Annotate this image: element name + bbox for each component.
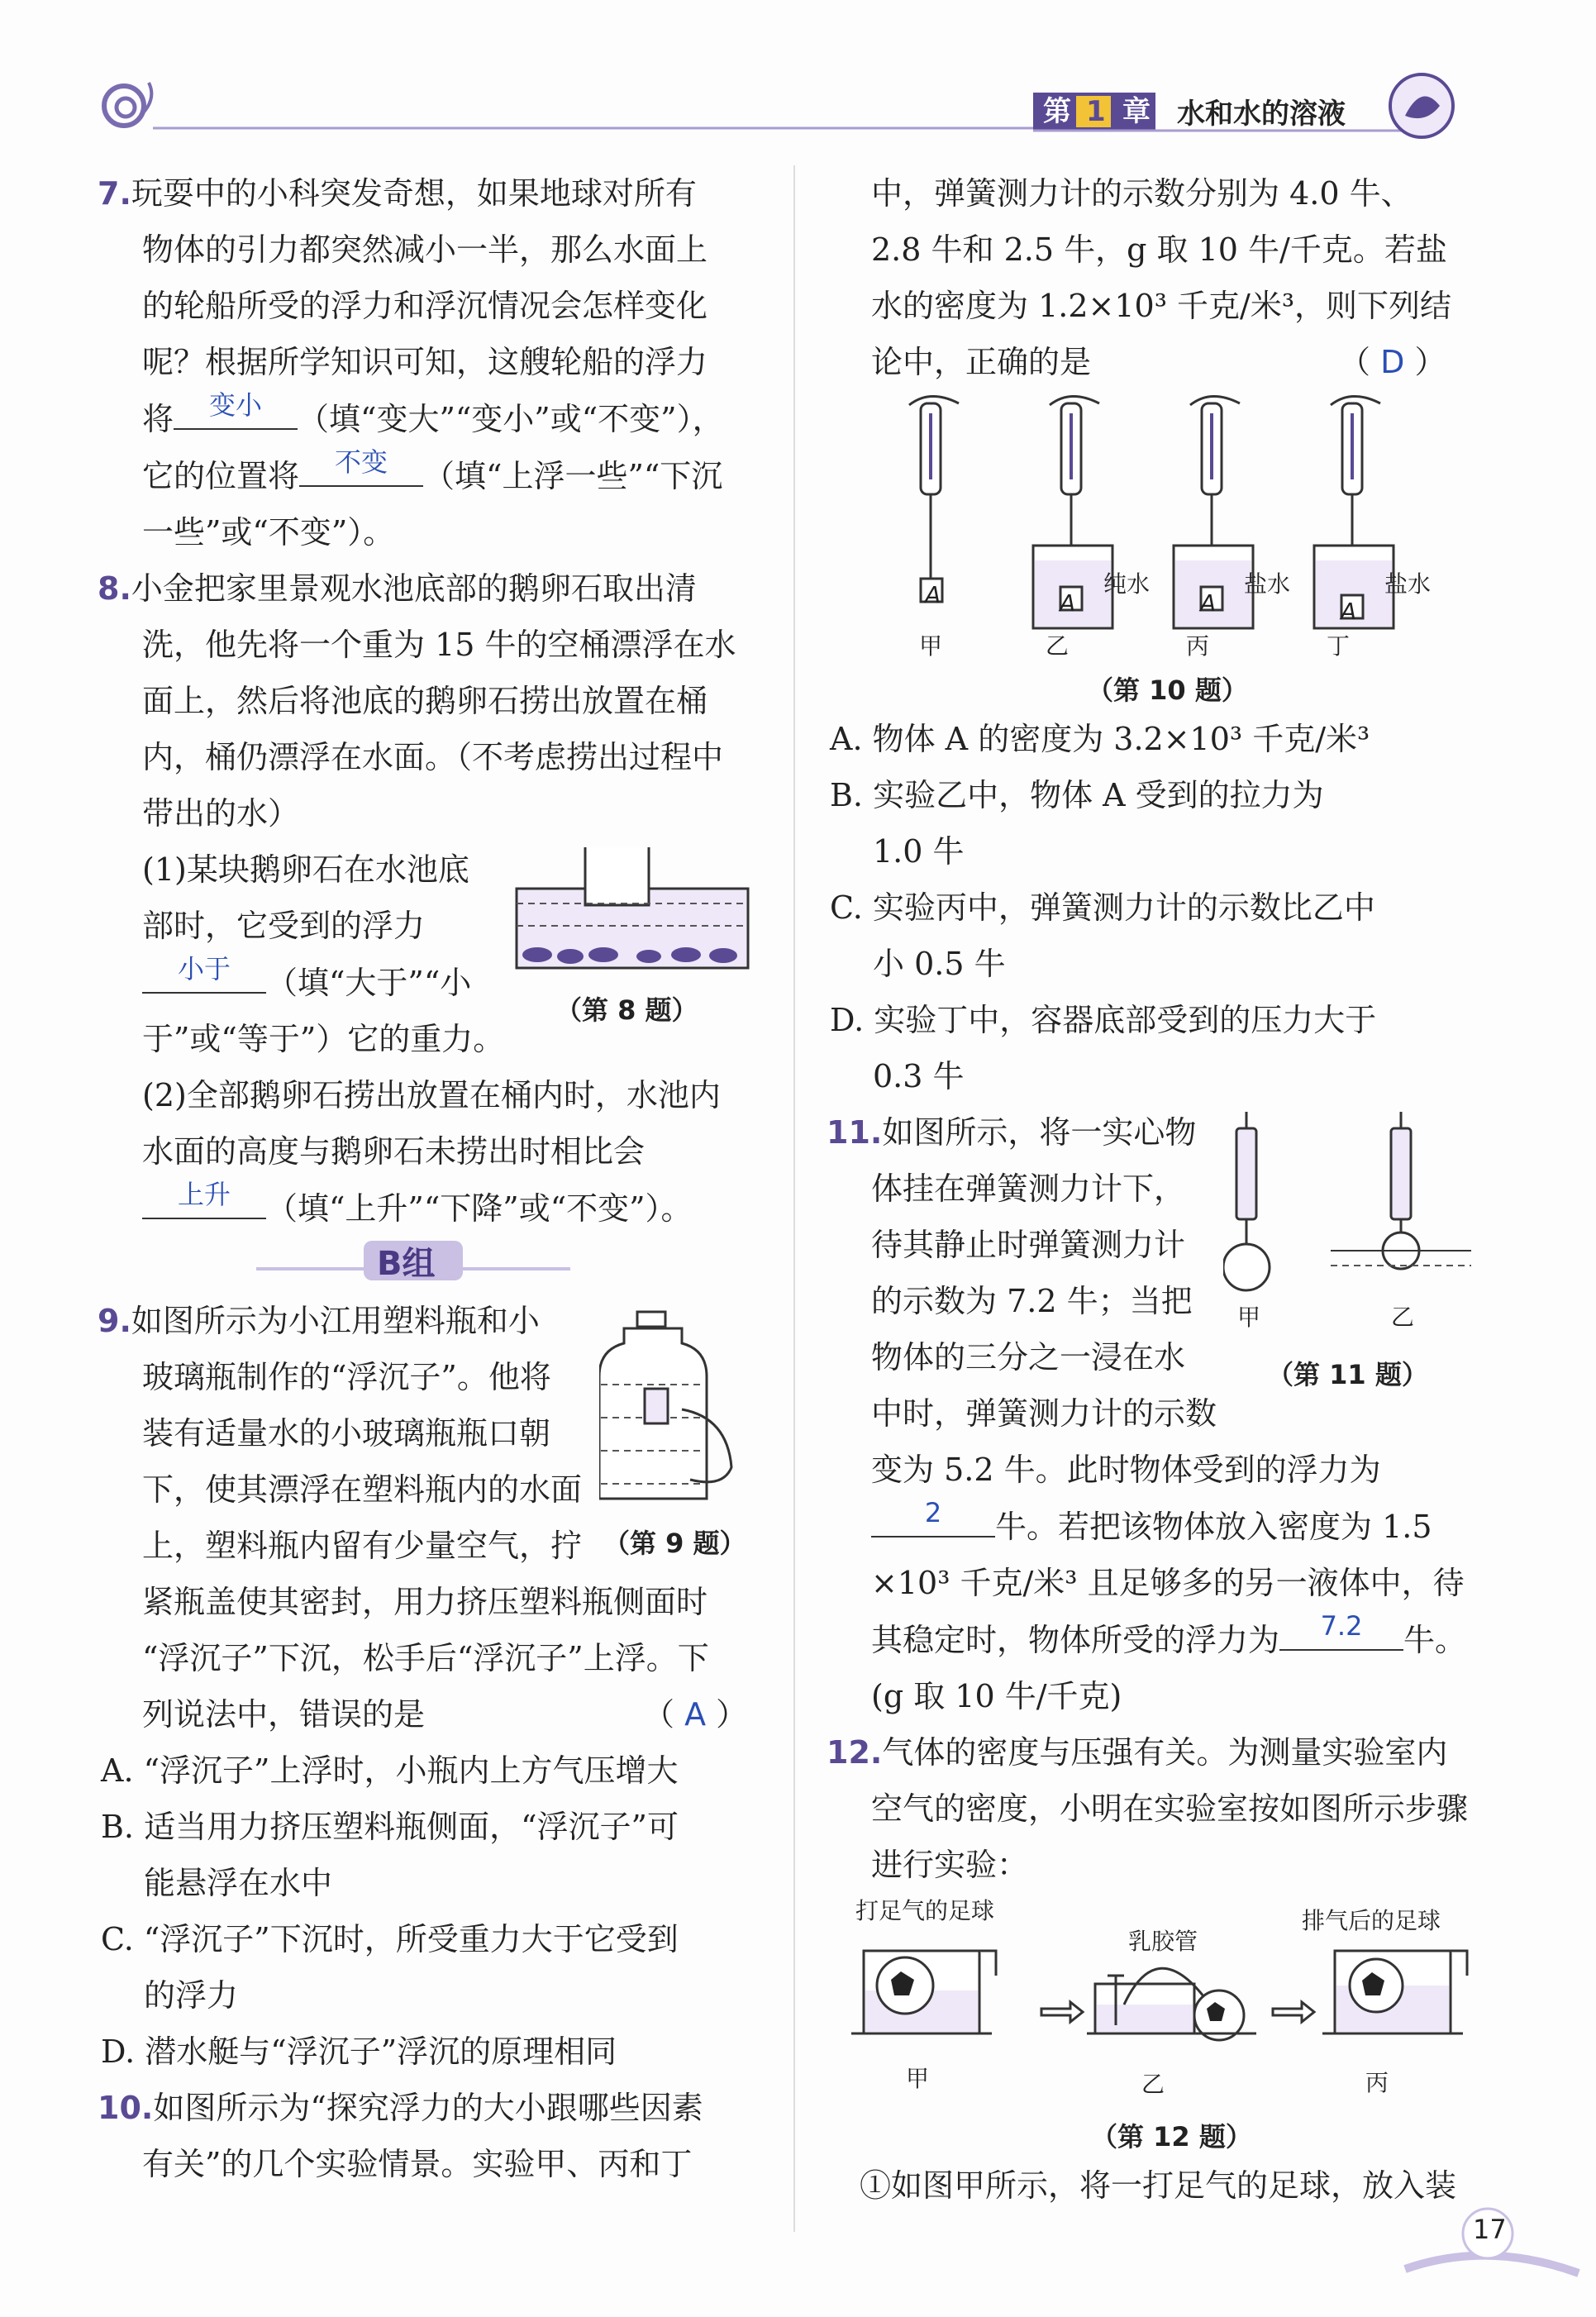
q10-text: 中，弹簧测力计的示数分别为 4.0 牛、 <box>871 175 1413 212</box>
q11-text: 体挂在弹簧测力计下， <box>871 1170 1186 1207</box>
q8-text: 水面的高度与鹅卵石未捞出时相比会 <box>142 1133 646 1170</box>
q8-caption: （第 8 题） <box>555 994 698 1026</box>
header-bar <box>0 0 1596 165</box>
swirl-logo-icon <box>104 83 151 126</box>
q8-text: 带出的水） <box>142 795 300 832</box>
q7-text: 它的位置将 <box>142 458 300 494</box>
q7-text <box>98 390 759 447</box>
chapter-badge <box>1040 93 1155 131</box>
q11-text: 如图所示，将一实心物 <box>882 1114 1197 1151</box>
q12-line <box>827 1724 1554 1781</box>
answer-paren: （ A ） <box>643 1696 748 1733</box>
q10-text: 如图所示为“探究浮力的大小跟哪些因素 <box>153 2090 703 2126</box>
q10-text: 有关”的几个实验情景。实验甲、丙和丁 <box>142 2146 693 2182</box>
answer-blank[interactable] <box>142 1180 266 1219</box>
setup-label: 乙 <box>1046 632 1070 660</box>
q8-text: (2)全部鹅卵石捞出放置在桶内时，水池内 <box>142 1077 721 1113</box>
q7-text: （填“变大”“变小”或“不变”）， <box>298 401 724 437</box>
group-b-heading: B组 <box>377 1245 436 1283</box>
q11-text: (g 取 10 牛/千克) <box>871 1678 1122 1714</box>
right-column-options <box>827 711 1554 1893</box>
option-c-cont: 的浮力 <box>144 1977 239 2014</box>
q12-text: 进行实验： <box>871 1847 1029 1883</box>
object-a-label: A <box>1060 589 1076 617</box>
q9-caption: （第 9 题） <box>603 1528 746 1559</box>
q12-text: ①如图甲所示，将一打足气的足球，放入装 <box>860 2167 1457 2204</box>
question-number: 10. <box>98 2090 154 2126</box>
question-number: 7. <box>98 175 131 212</box>
q10-caption: （第 10 题） <box>1087 675 1248 706</box>
option-d[interactable]: D. 实验丁中，容器底部受到的压力大于 <box>830 1002 1377 1038</box>
liquid-label: 盐水 <box>1384 570 1432 598</box>
q8-text: 小金把家里景观水池底部的鹅卵石取出清 <box>131 570 697 607</box>
q9-bottle-figure <box>599 1310 740 1509</box>
setup-label: 乙 <box>1391 1304 1415 1331</box>
q11-text: 待其静止时弹簧测力计 <box>871 1227 1186 1263</box>
option-b[interactable]: B. 适当用力挤压塑料瓶侧面，“浮沉子”可 <box>101 1809 679 1845</box>
chapter-prefix: 第 <box>1043 95 1071 128</box>
setup-label: 甲 <box>906 2065 930 2092</box>
q9-text: “浮沉子”下沉，松手后“浮沉子”上浮。下 <box>142 1640 709 1676</box>
q7-text <box>98 447 759 504</box>
handwritten-answer: A <box>684 1696 707 1733</box>
chapter-title: 水和水的溶液 <box>1177 98 1346 131</box>
q8-line <box>98 560 759 617</box>
q11-text: 变为 5.2 牛。此时物体受到的浮力为 <box>871 1452 1381 1488</box>
chapter-suffix: 章 <box>1122 95 1151 128</box>
q10-text <box>827 334 1554 390</box>
q11-text: 的示数为 7.2 牛；当把 <box>871 1283 1193 1319</box>
q7-text: 将 <box>142 401 174 437</box>
option-c[interactable]: C. 实验丙中，弹簧测力计的示数比乙中 <box>830 889 1375 926</box>
handwritten-answer: 上升 <box>177 1179 231 1210</box>
q11-text: 牛。若把该物体放入密度为 1.5 <box>995 1509 1432 1545</box>
object-a-label: A <box>1341 598 1357 625</box>
q10-line <box>98 2080 759 2136</box>
q8-pond-figure <box>512 847 752 971</box>
q9-text: 列说法中，错误的是 <box>142 1696 426 1733</box>
handwritten-answer: 2 <box>924 1497 942 1528</box>
q9-text: 如图所示为小江用塑料瓶和小 <box>131 1303 540 1339</box>
q11-text: 物体的三分之一浸在水 <box>871 1339 1186 1375</box>
setup-label: 丁 <box>1327 632 1351 660</box>
liquid-label: 盐水 <box>1244 570 1291 598</box>
q10-text: 水的密度为 1.2×10³ 千克/米³，则下列结 <box>871 288 1452 324</box>
q7-line <box>98 165 759 222</box>
option-d[interactable]: D. 潜水艇与“浮沉子”浮沉的原理相同 <box>101 2033 617 2070</box>
object-a-label: A <box>1200 589 1217 617</box>
q7-text: 一些”或“不变”）。 <box>142 514 395 551</box>
q8-text: 部时，它受到的浮力 <box>142 908 426 944</box>
question-number: 12. <box>827 1734 883 1771</box>
q8-text: 面上，然后将池底的鹅卵石捞出放置在桶 <box>142 683 708 719</box>
q9-text: 装有适量水的小玻璃瓶瓶口朝 <box>142 1415 551 1452</box>
q8-text: 于”或“等于”）它的重力。 <box>142 1021 505 1057</box>
q11-text: ×10³ 千克/米³ 且足够多的另一液体中，待 <box>871 1565 1465 1601</box>
column-divider <box>793 165 795 2232</box>
q9-text: 紧瓶盖使其密封，用力挤压塑料瓶侧面时 <box>142 1584 708 1620</box>
setup-label: 丙 <box>1365 2069 1389 2096</box>
q11-text: 其稳定时，物体所受的浮力为 <box>871 1622 1280 1658</box>
q8-text: 内，桶仍漂浮在水面。（不考虑捞出过程中 <box>142 739 724 775</box>
q11-text: 中时，弹簧测力计的示数 <box>871 1395 1217 1432</box>
liquid-label: 纯水 <box>1103 570 1151 598</box>
q9-text: 下，使其漂浮在塑料瓶内的水面 <box>142 1471 583 1508</box>
question-number: 8. <box>98 570 131 607</box>
option-a[interactable]: A. 物体 A 的密度为 3.2×10³ 千克/米³ <box>830 721 1370 757</box>
handwritten-answer: 7.2 <box>1320 1610 1363 1642</box>
answer-paren: （ D ） <box>1339 344 1446 380</box>
q10-experiment-figure <box>893 389 1471 661</box>
left-column <box>98 165 759 2192</box>
option-b[interactable]: B. 实验乙中，物体 A 受到的拉力为 <box>830 777 1324 813</box>
option-c[interactable]: C. “浮沉子”下沉时，所受重力大于它受到 <box>101 1921 679 1957</box>
chapter-number: 1 <box>1086 95 1106 128</box>
setup-label: 甲 <box>919 632 943 660</box>
question-number: 9. <box>98 1303 131 1339</box>
answer-blank[interactable] <box>142 954 266 994</box>
book-seal-icon <box>1390 74 1453 137</box>
q12-caption: （第 12 题） <box>1091 2121 1252 2153</box>
q12-text: 空气的密度，小明在实验室按如图所示步骤 <box>871 1790 1469 1827</box>
q8-text: (1)某块鹅卵石在水池底 <box>142 851 469 888</box>
q8-text: （填“大于”“小 <box>266 965 472 1001</box>
q7-text: 的轮船所受的浮力和浮沉情况会怎样变化 <box>142 288 708 324</box>
handwritten-answer: 不变 <box>335 446 388 478</box>
figure-label: 乳胶管 <box>1128 1928 1198 1955</box>
option-b-cont: 能悬浮在水中 <box>144 1865 333 1901</box>
setup-label: 乙 <box>1141 2071 1165 2098</box>
answer-blank[interactable] <box>871 1498 995 1538</box>
q8-text <box>98 1180 759 1237</box>
q7-text: 玩耍中的小科突发奇想，如果地球对所有 <box>131 175 697 212</box>
question-number: 11. <box>827 1114 883 1151</box>
q8-text: 洗，他先将一个重为 15 牛的空桶漂浮在水 <box>142 627 736 663</box>
option-c-cont: 小 0.5 牛 <box>873 946 1006 982</box>
handwritten-answer: 小于 <box>177 953 231 984</box>
object-a-label: A <box>925 581 941 608</box>
answer-blank[interactable] <box>299 447 423 487</box>
option-a[interactable]: A. “浮沉子”上浮时，小瓶内上方气压增大 <box>101 1752 679 1789</box>
q9-text <box>98 1686 759 1743</box>
option-b-cont: 1.0 牛 <box>873 833 965 870</box>
q7-text: 物体的引力都突然减小一半，那么水面上 <box>142 231 708 268</box>
q8-text: （填“上升”“下降”或“不变”）。 <box>266 1190 693 1227</box>
q11-text <box>827 1611 1554 1668</box>
handwritten-answer: 变小 <box>209 389 263 421</box>
option-d-cont: 0.3 牛 <box>873 1058 965 1094</box>
q10-text: 2.8 牛和 2.5 牛，g 取 10 牛/千克。若盐 <box>871 231 1447 268</box>
answer-blank[interactable] <box>174 390 298 430</box>
q11-spring-figure <box>1223 1112 1479 1294</box>
q11-text <box>827 1498 1554 1555</box>
q10-text: 论中，正确的是 <box>871 344 1092 380</box>
page-number: 17 <box>1473 2214 1507 2245</box>
q11-caption: （第 11 题） <box>1267 1359 1428 1390</box>
figure-label: 排气后的足球 <box>1302 1907 1441 1934</box>
q12-text: 气体的密度与压强有关。为测量实验室内 <box>882 1734 1448 1771</box>
setup-label: 甲 <box>1237 1304 1261 1331</box>
q11-text: 牛。 <box>1403 1622 1467 1658</box>
q7-text: （填“上浮一些”“下沉 <box>423 458 723 494</box>
answer-blank[interactable] <box>1279 1611 1403 1651</box>
setup-label: 丙 <box>1186 632 1210 660</box>
q9-text: 玻璃瓶制作的“浮沉子”。他将 <box>142 1359 551 1395</box>
handwritten-answer: D <box>1380 344 1405 380</box>
q9-text: 上，塑料瓶内留有少量空气，拧 <box>142 1528 583 1564</box>
figure-label: 打足气的足球 <box>855 1897 995 1924</box>
q7-text: 呢？根据所学知识可知，这艘轮船的浮力 <box>142 344 708 380</box>
right-column <box>827 165 1554 390</box>
